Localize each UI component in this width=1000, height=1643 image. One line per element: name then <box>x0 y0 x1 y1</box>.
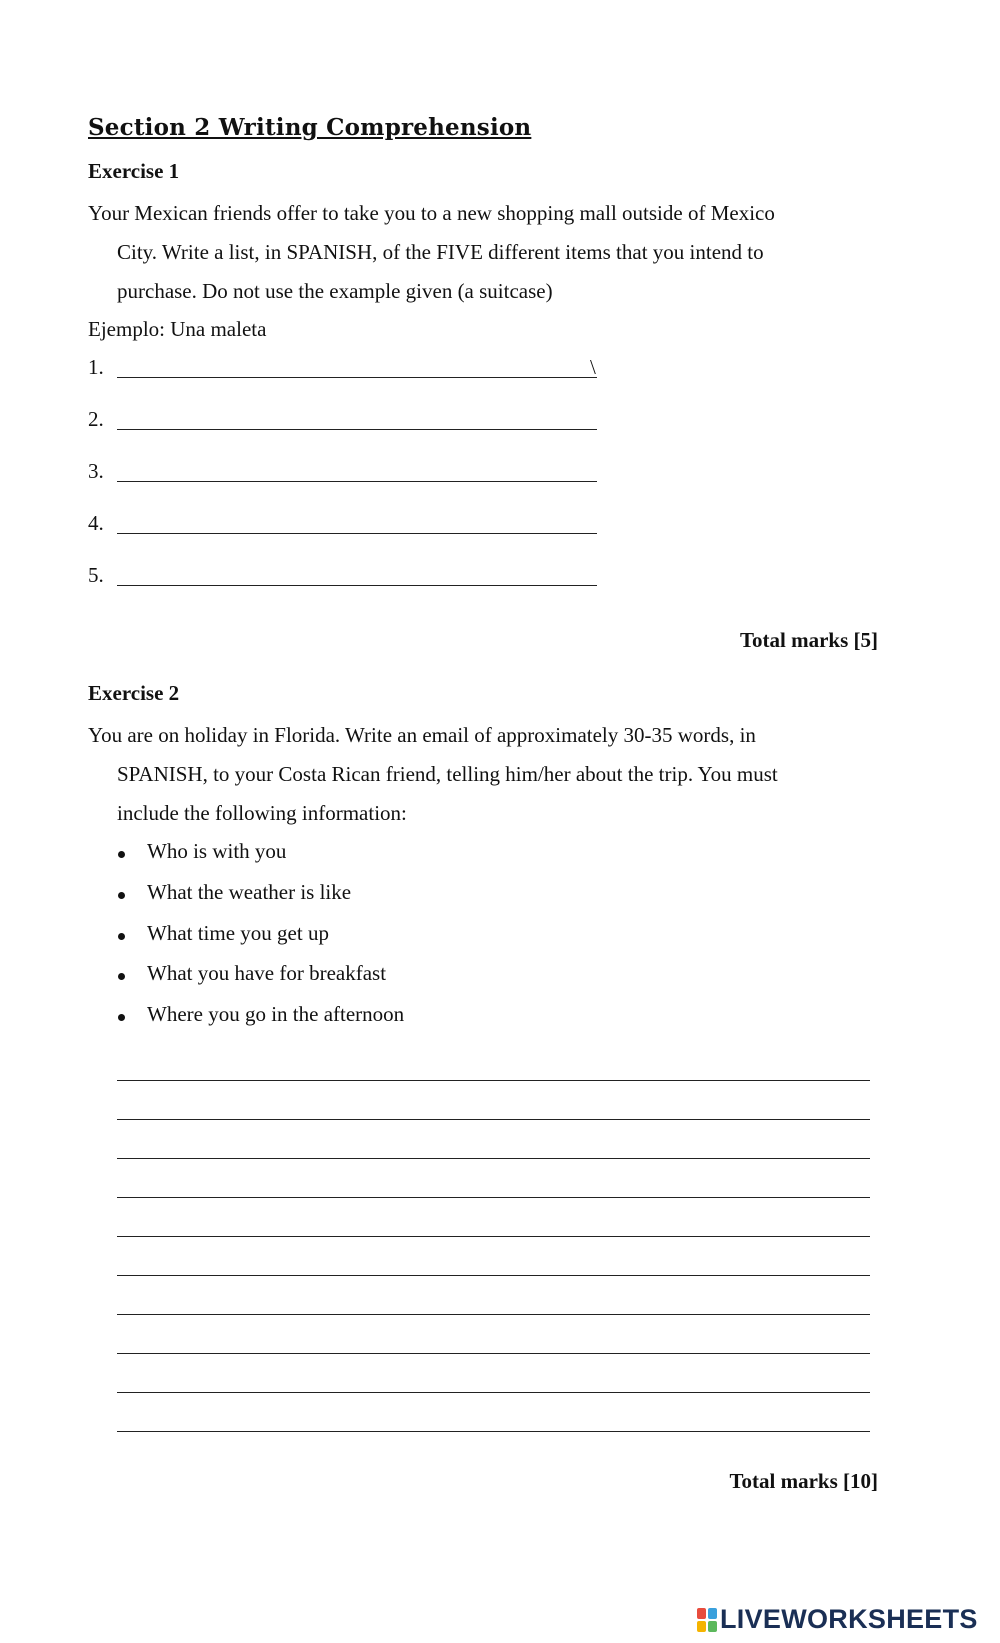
answer-line-2[interactable] <box>117 429 597 430</box>
exercise-1-title: Exercise 1 <box>88 159 180 183</box>
exercise-1-instruction-line-3: purchase. Do not use the example given (a suitcase) <box>117 279 553 303</box>
answer-line-5[interactable] <box>117 585 597 586</box>
logo-blocks-icon <box>697 1608 717 1632</box>
answer-number-2: 2. <box>88 407 104 431</box>
exercise-1-instruction-line-2: City. Write a list, in SPANISH, of the FIVE different items that you intend to <box>117 240 764 264</box>
email-writing-line-2[interactable] <box>117 1119 870 1120</box>
bullet-item-4: What you have for breakfast <box>147 961 387 985</box>
bullet-item-5: Where you go in the afternoon <box>147 1002 405 1026</box>
bullet-item-2: What the weather is like <box>147 880 352 904</box>
answer-number-4: 4. <box>88 511 104 535</box>
exercise-2-instruction-line-1: You are on holiday in Florida. Write an email of approximately 30-35 words, in <box>88 723 756 747</box>
email-writing-line-8[interactable] <box>117 1353 870 1354</box>
bullet-icon <box>118 973 125 980</box>
email-writing-line-6[interactable] <box>117 1275 870 1276</box>
logo-text: LIVEWORKSHEETS <box>720 1604 978 1634</box>
bullet-icon <box>118 851 125 858</box>
answer-line-4[interactable] <box>117 533 597 534</box>
email-writing-line-10[interactable] <box>117 1431 870 1432</box>
bullet-icon <box>118 892 125 899</box>
answer-line-1-mark: \ <box>590 355 596 379</box>
exercise-1-instruction-line-1: Your Mexican friends offer to take you to a new shopping mall outside of Mexico <box>88 201 775 225</box>
email-writing-line-5[interactable] <box>117 1236 870 1237</box>
email-writing-line-7[interactable] <box>117 1314 870 1315</box>
email-writing-line-3[interactable] <box>117 1158 870 1159</box>
bullet-item-3: What time you get up <box>147 921 329 945</box>
liveworksheets-logo <box>697 1604 978 1635</box>
answer-line-1[interactable] <box>117 377 597 378</box>
answer-number-5: 5. <box>88 563 104 587</box>
exercise-1-total-marks: Total marks [5] <box>739 628 878 652</box>
answer-number-1: 1. <box>88 355 104 379</box>
bullet-icon <box>118 933 125 940</box>
answer-line-3[interactable] <box>117 481 597 482</box>
bullet-icon <box>118 1014 125 1021</box>
bullet-item-1: Who is with you <box>147 839 287 863</box>
exercise-1-example: Ejemplo: Una maleta <box>88 317 267 341</box>
answer-number-3: 3. <box>88 459 104 483</box>
email-writing-line-1[interactable] <box>117 1080 870 1081</box>
exercise-2-instruction-line-3: include the following information: <box>117 801 407 825</box>
exercise-2-instruction-line-2: SPANISH, to your Costa Rican friend, telling him/her about the trip. You must <box>117 762 778 786</box>
email-writing-line-9[interactable] <box>117 1392 870 1393</box>
exercise-2-title: Exercise 2 <box>88 681 180 705</box>
email-writing-line-4[interactable] <box>117 1197 870 1198</box>
section-title: Section 2 Writing Comprehension <box>88 114 532 141</box>
exercise-2-total-marks: Total marks [10] <box>729 1469 878 1493</box>
